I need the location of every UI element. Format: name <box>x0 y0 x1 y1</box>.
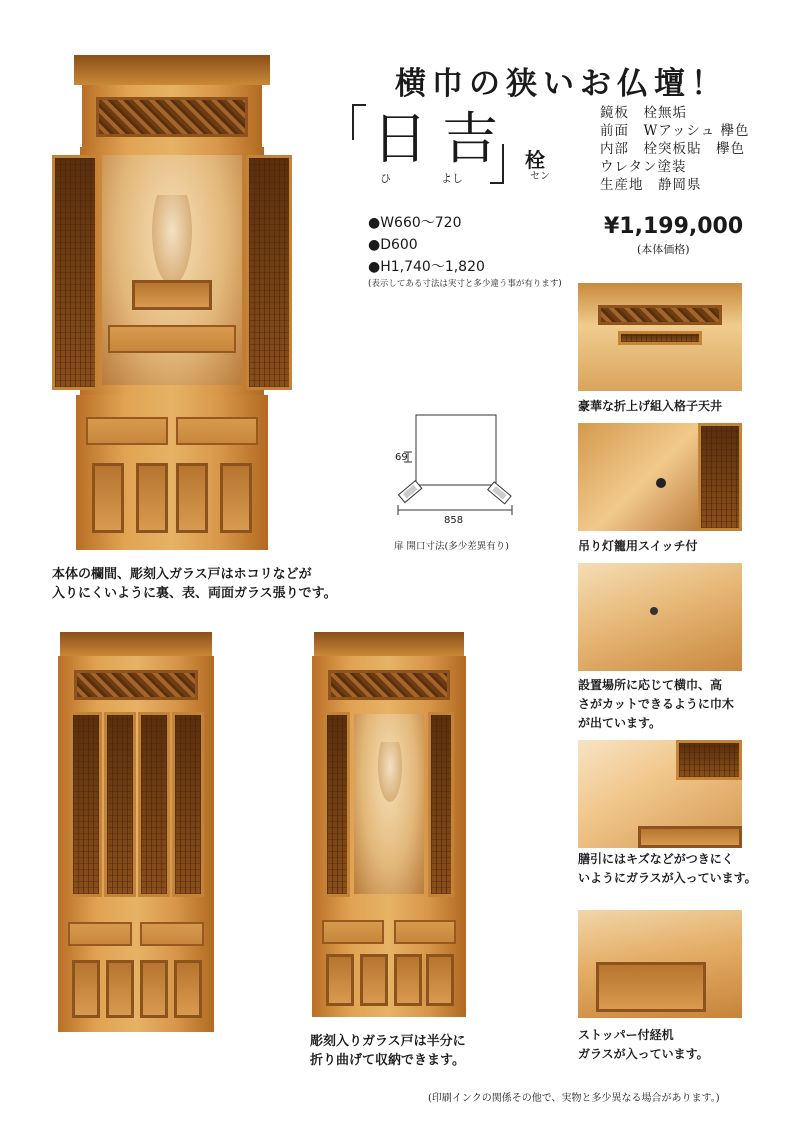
door-lattice <box>698 423 742 531</box>
thumb-caption-1: 豪華な折上げ組入格子天井 <box>578 399 723 413</box>
dimension-height: ●H1,740～1,820 <box>368 259 485 275</box>
folded-door-altar-photo <box>308 632 470 1017</box>
right-door-open <box>246 155 292 390</box>
desk-front <box>596 962 706 1012</box>
door-lattice <box>676 740 742 780</box>
altar-crown <box>314 632 464 656</box>
skirting-photo <box>578 563 742 671</box>
base-panel <box>326 954 354 1006</box>
buddha-statue <box>378 742 402 802</box>
footer-note: (印刷インクの関係その他で、実物と多少異なる場合があります。) <box>428 1093 720 1104</box>
spec-item: 鏡板 栓無垢 <box>600 105 687 121</box>
left-door-open <box>52 155 98 390</box>
base-panel <box>72 960 100 1018</box>
folded-door-right <box>428 712 454 897</box>
caption-line: 彫刻入りガラス戸は半分に <box>310 1034 466 1049</box>
product-name: 日吉 <box>372 107 512 172</box>
caption-line: 入りにくいように裏、表、両面ガラス張りです。 <box>52 586 337 601</box>
switch-icon <box>656 478 666 488</box>
base-drawer-left <box>322 920 384 944</box>
spec-item: 前面 Wアッシュ 欅色 <box>600 123 750 139</box>
base-panel <box>360 954 388 1006</box>
base-panel <box>174 960 202 1018</box>
tray-glass-photo <box>578 740 742 848</box>
name-bracket-open <box>352 104 366 140</box>
product-ruby-2: よし <box>441 172 463 185</box>
caption-line: いようにガラスが入っています。 <box>578 871 757 885</box>
diagram-width-label: 858 <box>444 515 464 526</box>
thumb-caption-3 <box>578 676 734 733</box>
diagram-caption: 扉 開口寸法(多少差異有り) <box>394 541 509 552</box>
glass-door-panel <box>138 712 170 897</box>
base-panel <box>106 960 134 1018</box>
caption-line: 本体の欄間、彫刻入ガラス戸はホコリなどが <box>52 567 312 582</box>
altar-crown <box>74 55 270 85</box>
base-panel <box>176 463 208 533</box>
dimension-note: (表示してある寸法は実寸と多少違う事が有ります) <box>368 279 562 289</box>
glass-door-panel <box>104 712 136 897</box>
caption-line: 膳引にはキズなどがつきにく <box>578 852 734 866</box>
base-panel <box>638 826 742 848</box>
wood-ruby: セン <box>530 171 550 182</box>
base-drawer-left <box>68 922 132 946</box>
base-drawer-left <box>86 417 168 445</box>
main-altar-photo <box>52 55 292 550</box>
base-panel <box>394 954 422 1006</box>
ceiling-detail-photo <box>578 283 742 391</box>
headline: 横巾の狭いお仏壇！ <box>395 66 728 102</box>
altar-platform <box>132 280 212 310</box>
main-caption <box>52 565 337 603</box>
product-ruby-1: ひ <box>380 172 391 185</box>
buddha-statue <box>152 195 192 285</box>
caption-line: さがカットできるように巾木 <box>578 697 734 711</box>
base-panel <box>136 463 168 533</box>
base-panel <box>92 463 124 533</box>
thumb-caption-5 <box>578 1026 709 1064</box>
carved-transom <box>96 97 248 137</box>
fold-caption <box>310 1032 466 1070</box>
lattice-ceiling <box>618 331 702 345</box>
dimension-list <box>368 212 562 290</box>
caption-line: 折り曲げて収納できます。 <box>310 1053 465 1068</box>
altar-interior <box>354 714 424 894</box>
spec-item: 生産地 静岡県 <box>600 177 702 193</box>
price: ¥1,199,000 <box>604 214 744 239</box>
diagram-depth-label: 69 <box>395 452 408 463</box>
caption-line: 設置場所に応じて横巾、高 <box>578 678 723 692</box>
dimension-depth: ●D600 <box>368 237 418 253</box>
glass-door-panel <box>70 712 102 897</box>
sutra-desk-photo <box>578 910 742 1018</box>
base-panel <box>220 463 252 533</box>
dimension-width: ●W660～720 <box>368 215 462 231</box>
price-note: (本体価格) <box>637 243 690 256</box>
wood-type: 栓 <box>525 148 545 172</box>
inner-drawer <box>108 325 236 353</box>
caption-line: が出ています。 <box>578 716 662 730</box>
carved-transom <box>328 670 450 700</box>
spec-item: 内部 栓突板貼 欅色 <box>600 141 745 157</box>
closed-altar-photo <box>52 632 220 1032</box>
carved-ceiling <box>598 305 722 325</box>
hole-icon <box>650 607 658 615</box>
base-panel <box>426 954 454 1006</box>
base-drawer-right <box>394 920 456 944</box>
glass-door-panel <box>172 712 204 897</box>
folded-door-left <box>324 712 350 897</box>
altar-crown <box>60 632 212 656</box>
spec-item: ウレタン塗装 <box>600 159 687 175</box>
base-drawer-right <box>140 922 204 946</box>
caption-line: ストッパー付経机 <box>578 1028 674 1042</box>
lantern-switch-photo <box>578 423 742 531</box>
thumb-caption-2: 吊り灯籠用スイッチ付 <box>578 539 698 553</box>
caption-line: ガラスが入っています。 <box>578 1047 709 1061</box>
base-panel <box>140 960 168 1018</box>
spec-list <box>600 104 749 194</box>
base-drawer-right <box>176 417 258 445</box>
carved-transom <box>74 670 198 700</box>
thumb-caption-4 <box>578 850 757 888</box>
